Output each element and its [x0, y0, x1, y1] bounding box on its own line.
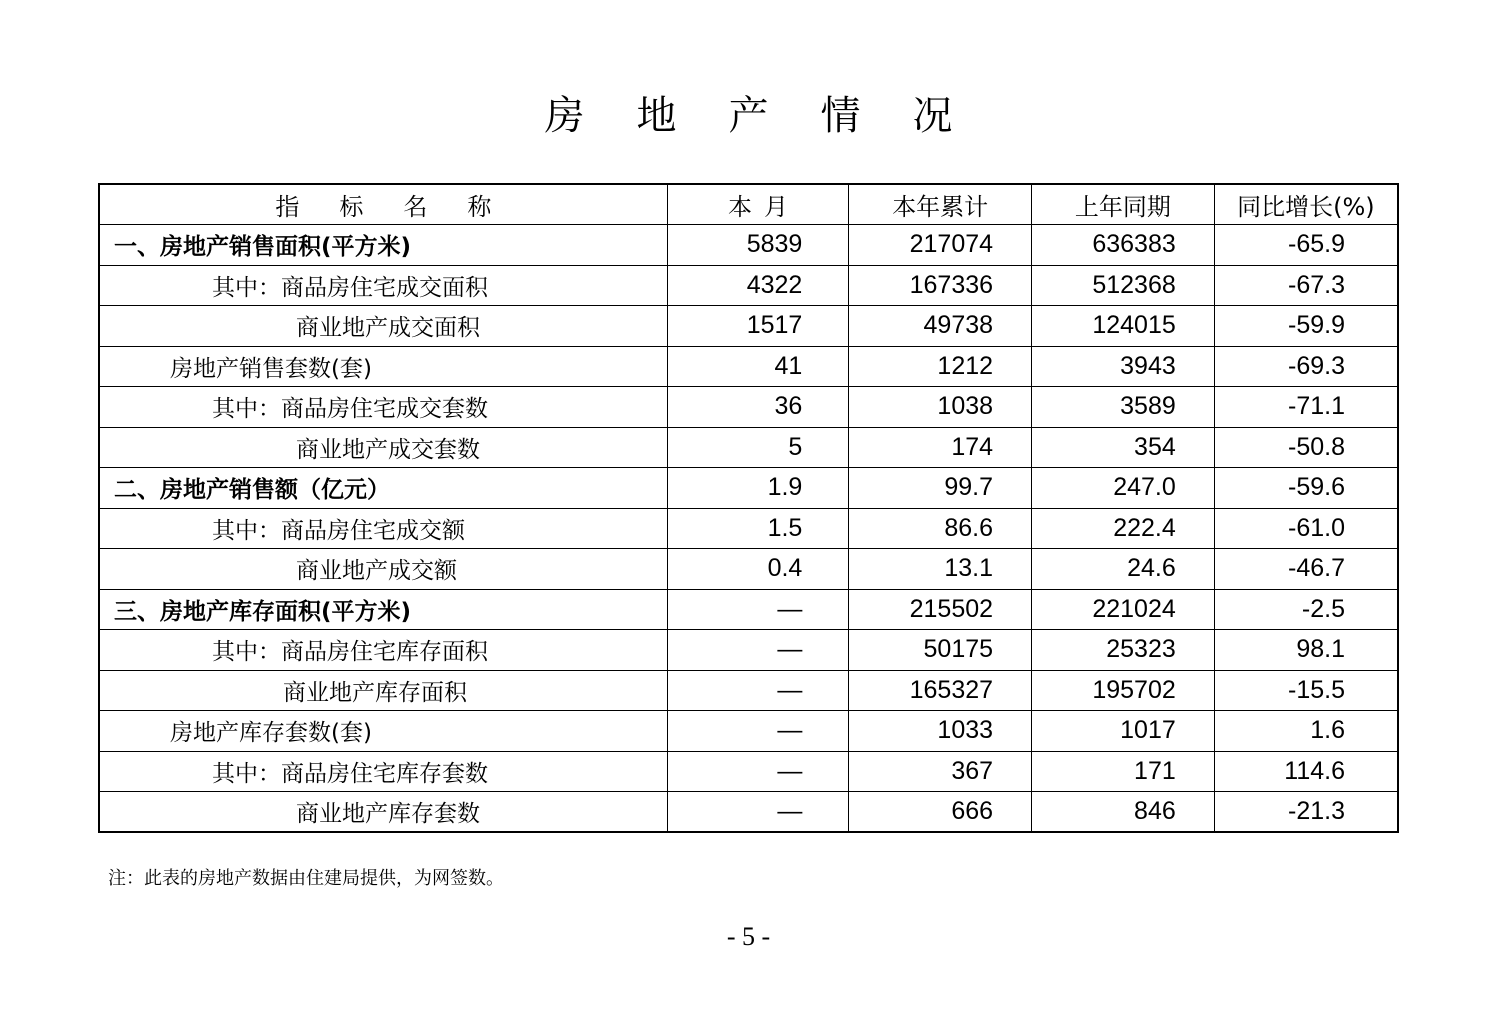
cell-month: 5: [667, 427, 849, 468]
cell-month: —: [667, 589, 849, 630]
cell-ytd: 367: [849, 751, 1032, 792]
cell-yoy: -71.1: [1214, 387, 1398, 428]
table-row: [99, 387, 1398, 428]
cell-yoy: -2.5: [1214, 589, 1398, 630]
cell-yoy: -67.3: [1214, 265, 1398, 306]
cell-yoy: -69.3: [1214, 346, 1398, 387]
cell-month: 5839: [667, 225, 849, 266]
cell-month: —: [667, 792, 849, 833]
real-estate-table: [98, 183, 1399, 833]
row-label: 三、房地产库存面积(平方米): [99, 589, 667, 630]
table-row: [99, 427, 1398, 468]
row-label: 二、房地产销售额（亿元）: [99, 468, 667, 509]
cell-yoy: -21.3: [1214, 792, 1398, 833]
cell-month: 36: [667, 387, 849, 428]
cell-last-year: 24.6: [1032, 549, 1215, 590]
cell-month: 41: [667, 346, 849, 387]
row-label: 商业地产库存套数: [99, 792, 667, 833]
header-this-month: 本月: [667, 184, 849, 225]
cell-last-year: 124015: [1032, 306, 1215, 347]
row-label: 其中：商品房住宅成交额: [99, 508, 667, 549]
header-same-period-last-year: 上年同期: [1032, 184, 1215, 225]
cell-ytd: 49738: [849, 306, 1032, 347]
cell-ytd: 167336: [849, 265, 1032, 306]
cell-yoy: -65.9: [1214, 225, 1398, 266]
cell-month: —: [667, 711, 849, 752]
page-title: 房地产情况: [544, 93, 1005, 139]
cell-ytd: 1033: [849, 711, 1032, 752]
cell-last-year: 25323: [1032, 630, 1215, 671]
cell-ytd: 86.6: [849, 508, 1032, 549]
header-year-to-date: 本年累计: [849, 184, 1032, 225]
row-label: 其中：商品房住宅库存面积: [99, 630, 667, 671]
cell-last-year: 171: [1032, 751, 1215, 792]
row-label: 其中：商品房住宅成交面积: [99, 265, 667, 306]
cell-yoy: -15.5: [1214, 670, 1398, 711]
cell-last-year: 354: [1032, 427, 1215, 468]
cell-ytd: 215502: [849, 589, 1032, 630]
row-label: 一、房地产销售面积(平方米): [99, 225, 667, 266]
table-row: [99, 711, 1398, 752]
cell-ytd: 217074: [849, 225, 1032, 266]
table-row: [99, 306, 1398, 347]
cell-yoy: -61.0: [1214, 508, 1398, 549]
table-row: [99, 589, 1398, 630]
cell-last-year: 3943: [1032, 346, 1215, 387]
cell-yoy: -59.9: [1214, 306, 1398, 347]
cell-last-year: 636383: [1032, 225, 1215, 266]
page-number: - 5 -: [726, 922, 771, 951]
cell-month: 1.9: [667, 468, 849, 509]
table-row: [99, 670, 1398, 711]
cell-ytd: 666: [849, 792, 1032, 833]
cell-ytd: 50175: [849, 630, 1032, 671]
row-label: 商业地产成交套数: [99, 427, 667, 468]
row-label: 商业地产库存面积: [99, 670, 667, 711]
header-indicator-name: 指标名称: [99, 184, 667, 225]
cell-last-year: 3589: [1032, 387, 1215, 428]
cell-month: —: [667, 670, 849, 711]
cell-yoy: 114.6: [1214, 751, 1398, 792]
table-row: [99, 468, 1398, 509]
cell-yoy: 98.1: [1214, 630, 1398, 671]
cell-month: 4322: [667, 265, 849, 306]
cell-ytd: 1038: [849, 387, 1032, 428]
header-yoy-growth: 同比增长(%): [1214, 184, 1398, 225]
table-row: [99, 792, 1398, 833]
table-row: [99, 265, 1398, 306]
table-row: [99, 549, 1398, 590]
table-footnote: 注：此表的房地产数据由住建局提供，为网签数。: [108, 868, 504, 889]
cell-last-year: 247.0: [1032, 468, 1215, 509]
table-row: [99, 751, 1398, 792]
cell-last-year: 222.4: [1032, 508, 1215, 549]
cell-last-year: 512368: [1032, 265, 1215, 306]
cell-month: 1.5: [667, 508, 849, 549]
cell-month: 0.4: [667, 549, 849, 590]
row-label: 其中：商品房住宅成交套数: [99, 387, 667, 428]
table-row: [99, 630, 1398, 671]
table-header-row: [99, 184, 1398, 225]
cell-yoy: -59.6: [1214, 468, 1398, 509]
table-row: [99, 346, 1398, 387]
cell-last-year: 846: [1032, 792, 1215, 833]
cell-last-year: 221024: [1032, 589, 1215, 630]
table-row: [99, 508, 1398, 549]
cell-last-year: 1017: [1032, 711, 1215, 752]
cell-ytd: 1212: [849, 346, 1032, 387]
cell-yoy: -50.8: [1214, 427, 1398, 468]
row-label: 商业地产成交额: [99, 549, 667, 590]
cell-yoy: -46.7: [1214, 549, 1398, 590]
cell-ytd: 165327: [849, 670, 1032, 711]
row-label: 其中：商品房住宅库存套数: [99, 751, 667, 792]
cell-last-year: 195702: [1032, 670, 1215, 711]
cell-month: —: [667, 751, 849, 792]
cell-ytd: 99.7: [849, 468, 1032, 509]
row-label: 商业地产成交面积: [99, 306, 667, 347]
row-label: 房地产库存套数(套): [99, 711, 667, 752]
cell-ytd: 174: [849, 427, 1032, 468]
table-row: [99, 225, 1398, 266]
cell-ytd: 13.1: [849, 549, 1032, 590]
cell-month: —: [667, 630, 849, 671]
row-label: 房地产销售套数(套): [99, 346, 667, 387]
cell-yoy: 1.6: [1214, 711, 1398, 752]
cell-month: 1517: [667, 306, 849, 347]
